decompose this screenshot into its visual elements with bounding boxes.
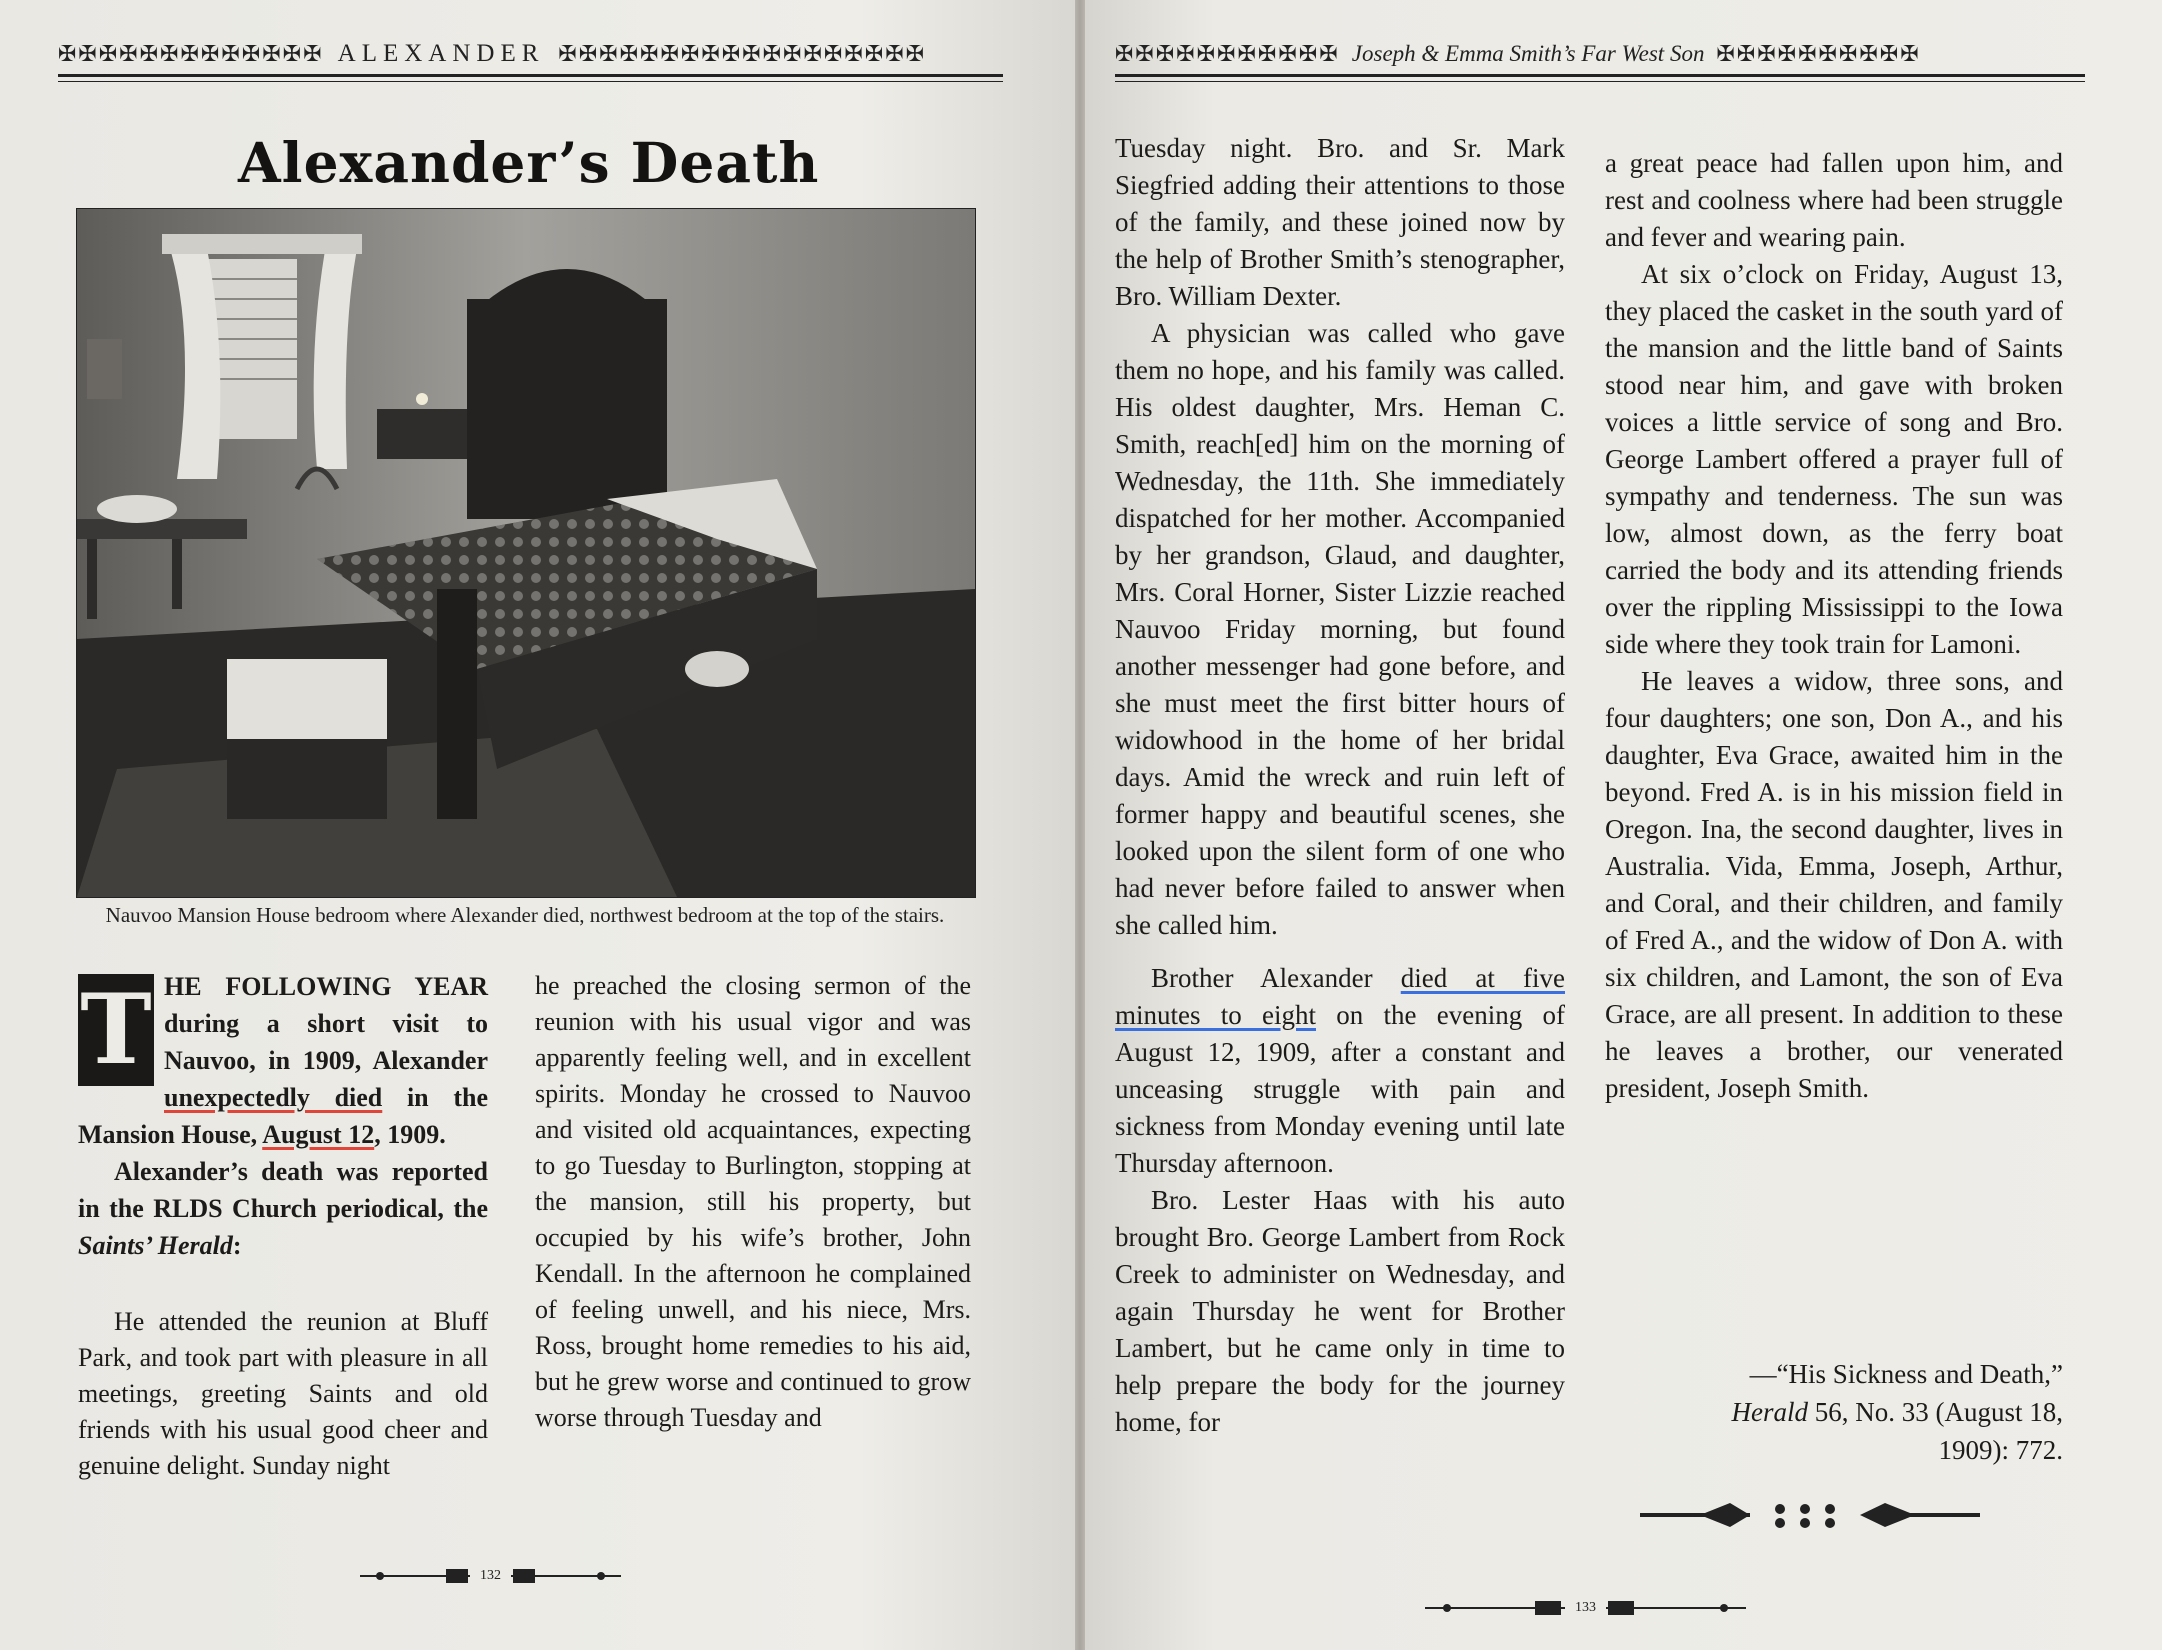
col2-paragraph-2: At six o’clock on Friday, August 13, they placed the casket in the south yard of the mansion and the little band of Saints stood near him, and gave with broken voices a little service of song and Bro. George Lambert offered a prayer full of sympathy and tenderness. The sun was low, almost down, as the ferry boat carried the body and its attending friends over the rippling Mississippi to the Iowa side where they took train for Lamoni. — [1605, 259, 2063, 659]
intro-text-2: in the Mansion House, — [78, 1083, 488, 1149]
page-number-132: 132 — [480, 1568, 501, 1583]
col2-paragraph-3: He leaves a widow, three sons, and four daughters; one son, Don A., and his daughter, Eva Grace, awaited him in the beyond. Fred A. is in his mission field in Oregon. Ina, the second daughter, lives in Australia. Vida, Emma, Joseph, Arthur, and Coral, and their children, and family of Fred A., and the widow of Don A. with six children, and Lamont, the son of Eva Grace, are all present. In addition to these he leaves a brother, our venerated president, Joseph Smith. — [1605, 666, 2063, 1103]
right-column-1 — [1115, 130, 1565, 1441]
running-head-title: ALEXANDER — [337, 40, 545, 67]
saints-herald-title: Saints’ Herald — [78, 1231, 233, 1260]
left-column-1 — [78, 968, 488, 1484]
right-page-number — [1425, 1600, 1746, 1616]
header-ornament-left: ✠✠✠✠✠✠✠✠✠✠✠ — [1115, 41, 1340, 67]
header-rule-thin — [58, 81, 1003, 82]
right-page — [1085, 0, 2162, 1650]
bedroom-illustration — [77, 209, 975, 897]
source-line-3: 1909): 772. — [1938, 1435, 2063, 1465]
left-page — [0, 0, 1075, 1650]
source-line-2-rest: 56, No. 33 (August 18, — [1808, 1397, 2063, 1427]
running-head-title: Joseph & Emma Smith’s Far West Son — [1351, 41, 1705, 66]
col1-paragraph-3 — [1115, 960, 1565, 1182]
intro-paragraph — [78, 968, 488, 1153]
col1-p3-text-a: Brother Alexander — [1151, 963, 1401, 993]
source-citation — [1645, 1355, 2063, 1469]
source-line-2 — [1645, 1393, 2063, 1431]
page-number-133: 133 — [1575, 1600, 1596, 1615]
left-running-head — [58, 40, 1003, 90]
header-rule-thin — [1115, 81, 2085, 82]
bedroom-photo — [76, 208, 976, 898]
underline-unexpectedly-died: unexpectedly died — [164, 1083, 383, 1112]
col1-paragraph-4: Bro. Lester Haas with his auto brought Bro. George Lambert from Rock Creek to administer on Wednesday, and again Thursday he went for Brother Lambert, but he came only in time to help prepare the body for the journey home, for — [1115, 1185, 1565, 1437]
underline-august-12: August 12 — [262, 1120, 375, 1149]
periodical-paragraph — [78, 1153, 488, 1264]
header-rule — [1115, 74, 2085, 77]
chapter-title: Alexander’s Death — [238, 130, 820, 195]
right-column-2 — [1605, 145, 2063, 1107]
footer-ornament-right-icon — [1606, 1600, 1746, 1616]
header-ornament-right: ✠✠✠✠✠✠✠✠✠✠ — [1716, 41, 1921, 67]
footer-ornament-left-icon — [1425, 1600, 1565, 1616]
quote-paragraph-1: He attended the reunion at Bluff Park, and took part with pleasure in all meetings, greeting Saints and old friends with his usual good cheer and genuine delight. Sunday night — [78, 1307, 488, 1480]
underline-died-at-five: died at five minutes to eight — [1115, 963, 1565, 1030]
footer-ornament-right-icon — [511, 1568, 621, 1584]
right-running-head — [1115, 40, 2085, 90]
intro-text-1: HE FOLLOWING YEAR during a short visit to Nauvoo, in 1909, Alexander — [164, 972, 488, 1075]
col1-paragraph-2: A physician was called who gave them no hope, and his family was called. His oldest daughter, Mrs. Heman C. Smith, reach[ed] him on the morning of Wednesday, the 11th. She immediately dispatched for her mother. Accompanied by her grandson, Glaud, and daughter, Mrs. Coral Horner, Sister Lizzie reached Nauvoo Friday morning, but found another messenger had gone before, and she must meet the first bitter hours of widowhood in the home of her bridal days. Amid the wreck and ruin left of former happy and beautiful scenes, she looked upon the silent form of one who had never before failed to answer when she called him. — [1115, 318, 1565, 940]
periodical-text: Alexander’s death was reported in the RLDS Church periodical, the — [78, 1157, 488, 1223]
photo-caption: Nauvoo Mansion House bedroom where Alexander died, northwest bedroom at the top of the stairs. — [105, 903, 945, 927]
footer-ornament-left-icon — [360, 1568, 470, 1584]
left-page-number — [360, 1568, 621, 1584]
intro-text-3: , 1909. — [374, 1120, 446, 1149]
header-rule — [58, 74, 1003, 77]
col1-p3-text-b: on the evening of August 12, 1909, after a constant and unceasing struggle with pain and sickness from Monday evening until late Thursday afternoon. — [1115, 1000, 1566, 1178]
header-ornament-left: ✠✠✠✠✠✠✠✠✠✠✠✠✠ — [58, 41, 324, 67]
source-herald: Herald — [1731, 1397, 1808, 1427]
col2-paragraph-1: a great peace had fallen upon him, and rest and coolness where had been struggle and fever and wearing pain. — [1605, 148, 2063, 252]
header-ornament-right: ✠✠✠✠✠✠✠✠✠✠✠✠✠✠✠✠✠✠ — [558, 41, 927, 67]
left-column-2 — [535, 968, 971, 1436]
quote-paragraph-2: he preached the closing sermon of the reunion with his usual vigor and was apparently feeling well, and in excellent spirits. Monday he crossed to Nauvoo and visited old acquaintances, expecting to go Tuesday to Burlington, stopping at the mansion, still his property, but occupied by his wife’s brother, John Kendall. In the afternoon he complained of feeling unwell, and his niece, Mrs. Ross, brought home remedies to his aid, but he grew worse and continued to grow worse through Tuesday and — [535, 971, 971, 1432]
section-end-ornament-icon — [1640, 1495, 1980, 1535]
periodical-colon: : — [232, 1231, 242, 1260]
source-line-1: —“His Sickness and Death,” — [1749, 1359, 2063, 1389]
col1-paragraph-1: Tuesday night. Bro. and Sr. Mark Siegfried adding their attentions to those of the family, and these joined now by the help of Brother Smith’s stenographer, Bro. William Dexter. — [1115, 133, 1565, 311]
drop-cap: T — [78, 974, 154, 1086]
